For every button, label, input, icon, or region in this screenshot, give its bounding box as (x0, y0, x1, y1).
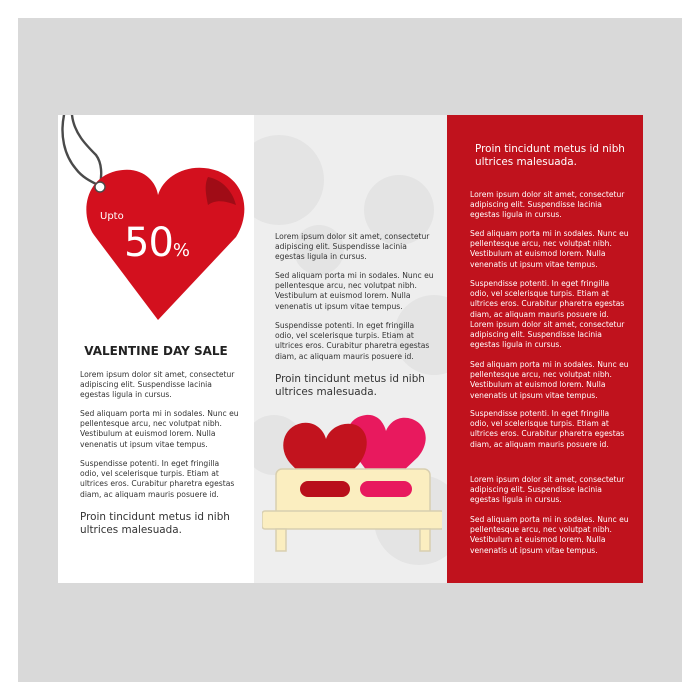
panel3-paragraph-4: Lorem ipsum dolor sit amet, consectetur adipiscing elit. Suspendisse lacinia egestas ligula in cursus. (470, 320, 625, 350)
panel3-paragraph-8: Sed aliquam porta mi in sodales. Nunc eu pellentesque arcu, nec volutpat nibh. Vestibulum at euismod lorem. Nulla venenatis ut ipsum vitae tempus. (470, 515, 629, 555)
panel3-paragraph-1: Lorem ipsum dolor sit amet, consectetur adipiscing elit. Suspendisse lacinia egestas ligula in cursus. (470, 190, 625, 220)
panel3-paragraph-5: Sed aliquam porta mi in sodales. Nunc eu pellentesque arcu, nec volutpat nibh. Vestibulum at euismod lorem. Nulla venenatis ut ipsum vitae tempus. (470, 360, 629, 400)
panel3-paragraph-6: Suspendisse potenti. In eget fringilla odio, vel scelerisque turpis. Etiam at ultrices eros. Curabitur pharetra egestas diam, ac aliquam mauris posuere id. (470, 409, 625, 449)
panel1-paragraph-2: Sed aliquam porta mi in sodales. Nunc eu pellentesque arcu, nec volutpat nibh. Vestibulum at euismod lorem. Nulla venenatis ut ipsum vitae tempus. (80, 409, 239, 449)
tag-discount-value: 50% (124, 220, 191, 266)
panel3-paragraph-7: Lorem ipsum dolor sit amet, consectetur adipiscing elit. Suspendisse lacinia egestas ligula in cursus. (470, 475, 625, 505)
panel1-lead-text: Proin tincidunt metus id nibh ultrices malesuada. (80, 511, 230, 536)
bed-with-hearts-icon (262, 411, 442, 571)
tag-percent-sign: % (172, 240, 191, 261)
panel2-lead-text: Proin tincidunt metus id nibh ultrices malesuada. (275, 373, 425, 398)
panel3-paragraph-3: Suspendisse potenti. In eget fringilla odio, vel scelerisque turpis. Etiam at ultrices eros. Curabitur pharetra egestas diam, ac aliquam mauris posuere id. (470, 279, 625, 319)
panel3-paragraph-2: Sed aliquam porta mi in sodales. Nunc eu pellentesque arcu, nec volutpat nibh. Vestibulum at euismod lorem. Nulla venenatis ut ipsum vitae tempus. (470, 229, 629, 269)
brochure-panel-left (58, 115, 254, 583)
panel1-paragraph-1: Lorem ipsum dolor sit amet, consectetur adipiscing elit. Suspendisse lacinia egestas ligula in cursus. (80, 370, 235, 400)
panel2-paragraph-1: Lorem ipsum dolor sit amet, consectetur adipiscing elit. Suspendisse lacinia egestas ligula in cursus. (275, 232, 430, 262)
panel1-paragraph-3: Suspendisse potenti. In eget fringilla odio, vel scelerisque turpis. Etiam at ultrices eros. Curabitur pharetra egestas diam, ac aliquam mauris posuere id. (80, 459, 235, 499)
tag-upto-label: Upto (100, 211, 124, 222)
brochure-panel-middle (254, 115, 447, 583)
sale-title: VALENTINE DAY SALE (84, 344, 228, 358)
brochure-panel-right (447, 115, 643, 583)
panel3-lead-text: Proin tincidunt metus id nibh ultrices malesuada. (475, 143, 625, 168)
background-circle (254, 135, 324, 225)
panel2-paragraph-2: Sed aliquam porta mi in sodales. Nunc eu pellentesque arcu, nec volutpat nibh. Vestibulum at euismod lorem. Nulla venenatis ut ipsum vitae tempus. (275, 271, 434, 311)
panel2-paragraph-3: Suspendisse potenti. In eget fringilla odio, vel scelerisque turpis. Etiam at ultrices eros. Curabitur pharetra egestas diam, ac aliquam mauris posuere id. (275, 321, 430, 361)
